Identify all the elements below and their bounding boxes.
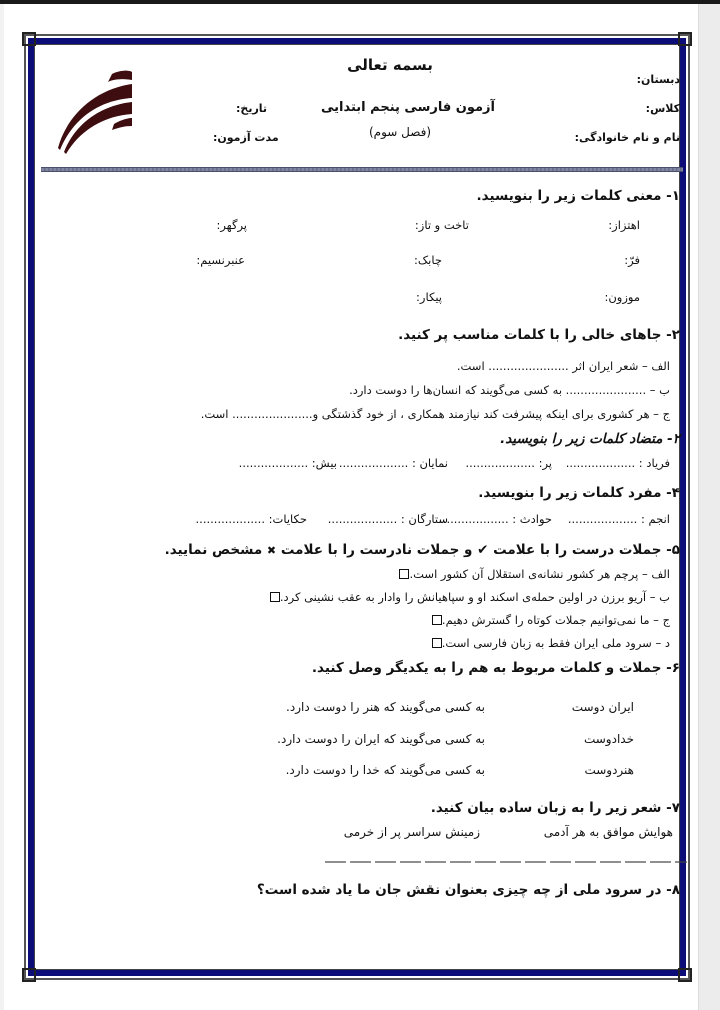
exam-subtitle: (فصل سوم) xyxy=(368,125,432,139)
q3-item: فریاد : ................... xyxy=(565,456,670,470)
duration-label: مدت آزمون: xyxy=(213,131,279,144)
q6-sentence: به کسی می‌گویند که ایران را دوست دارد. xyxy=(277,732,485,746)
header-separator xyxy=(41,167,683,172)
q5-item-text: د – سرود ملی ایران فقط به زبان فارسی است. xyxy=(441,636,670,650)
q3-item: نمایان : ................... xyxy=(338,456,448,470)
exam-title: آزمون فارسی پنجم ابتدایی xyxy=(320,100,495,115)
q5-item-text: ب – آریو برزن در اولین حمله‌ی اسکند او و سپاهیانش را وادار به عقب نشینی کرد. xyxy=(279,590,670,604)
date-label: تاریخ: xyxy=(236,102,268,115)
striped-wave-logo-icon xyxy=(52,68,136,154)
q5-item-text: الف – پرچم هر کشور نشانه‌ی استقلال آن کشور است. xyxy=(409,567,670,581)
name-label: نام و نام خانوادگی: xyxy=(574,131,680,144)
poem-verse-1: هوایش موافق به هر آدمی xyxy=(543,825,673,839)
q6-word: هنردوست xyxy=(584,763,634,777)
q6-word: خدادوست xyxy=(583,732,634,746)
page-right-margin xyxy=(698,4,720,1010)
q6-sentence: به کسی می‌گویند که خدا را دوست دارد. xyxy=(285,763,485,777)
q5-item xyxy=(431,613,670,627)
question-5-title xyxy=(165,542,680,558)
q5-item xyxy=(269,590,670,604)
school-label: دبستان: xyxy=(636,73,680,86)
class-label: کلاس: xyxy=(645,102,680,115)
question-1-title: ۱- معنی کلمات زیر را بنویسید. xyxy=(476,188,680,204)
question-3-title: ۲- متضاد کلمات زیر را بنویسید. xyxy=(500,431,680,447)
answer-line xyxy=(325,861,687,863)
answer-checkbox[interactable] xyxy=(399,569,409,579)
q1-word: پرگهر: xyxy=(216,218,247,232)
q5-item xyxy=(398,567,670,581)
answer-checkbox[interactable] xyxy=(432,615,442,625)
question-4-title: ۴- مفرد کلمات زیر را بنویسید. xyxy=(478,485,680,501)
cross-mark-icon: ✖ xyxy=(266,544,277,557)
q5-item-text: ج – ما نمی‌توانیم جملات کوتاه را گسترش دهیم. xyxy=(441,613,670,627)
q1-word: فرّ: xyxy=(624,253,640,267)
question-6-title: ۶- جملات و کلمات مربوط به هم را به یکدیگر وصل کنید. xyxy=(311,660,680,676)
q4-item: حوادث : ................... xyxy=(439,512,552,526)
q6-sentence: به کسی می‌گویند که هنر را دوست دارد. xyxy=(286,700,485,714)
q4-item: ستارگان : ................... xyxy=(327,512,448,526)
q1-word: تاخت و تاز: xyxy=(414,218,469,232)
q5-title-part1: ۵- جملات درست را با علامت xyxy=(493,542,680,558)
q2-item: الف – شعر ایران اثر ...................... است. xyxy=(456,359,670,373)
poem-verse-2: زمینش سراسر پر از خرمی xyxy=(343,825,480,839)
question-8-title: ۸- در سرود ملی از چه چیزی بعنوان نقش جان ما یاد شده است؟ xyxy=(256,882,680,898)
q6-word: ایران دوست xyxy=(571,700,634,714)
q2-item: ج – هر کشوری برای اینکه پیشرفت کند نیازمند همکاری ، از خود گذشتگی و...................... است. xyxy=(200,407,670,421)
frame-corner-ornament xyxy=(22,968,36,982)
question-2-title: ۲- جاهای خالی را با کلمات مناسب پر کنید. xyxy=(398,327,680,343)
frame-corner-ornament xyxy=(678,32,692,46)
q3-item: بیش: ................... xyxy=(238,456,337,470)
answer-checkbox[interactable] xyxy=(432,638,442,648)
q5-title-part3: مشخص نمایید. xyxy=(164,542,263,558)
q1-word: موزون: xyxy=(604,290,640,304)
q2-item: ب – ...................... به کسی می‌گویند که انسان‌ها را دوست دارد. xyxy=(349,383,670,397)
q4-item: حکایات: ................... xyxy=(195,512,307,526)
question-7-title: ۷- شعر زیر را به زبان ساده بیان کنید. xyxy=(430,800,680,816)
answer-checkbox[interactable] xyxy=(270,592,280,602)
q1-word: پیکار: xyxy=(416,290,442,304)
q1-word: چابک: xyxy=(414,253,442,267)
q1-word: عنبرنسیم: xyxy=(196,253,245,267)
frame-corner-ornament xyxy=(22,32,36,46)
q1-word: اهتزاز: xyxy=(608,218,640,232)
q4-item: انجم : ................... xyxy=(567,512,670,526)
frame-corner-ornament xyxy=(678,968,692,982)
q5-title-part2: و جملات نادرست را با علامت xyxy=(280,542,473,558)
check-mark-icon: ✔ xyxy=(477,542,489,558)
q5-item xyxy=(431,636,670,650)
q3-item: پر: ................... xyxy=(465,456,552,470)
bismillah-heading: بسمه تعالی xyxy=(347,56,433,74)
